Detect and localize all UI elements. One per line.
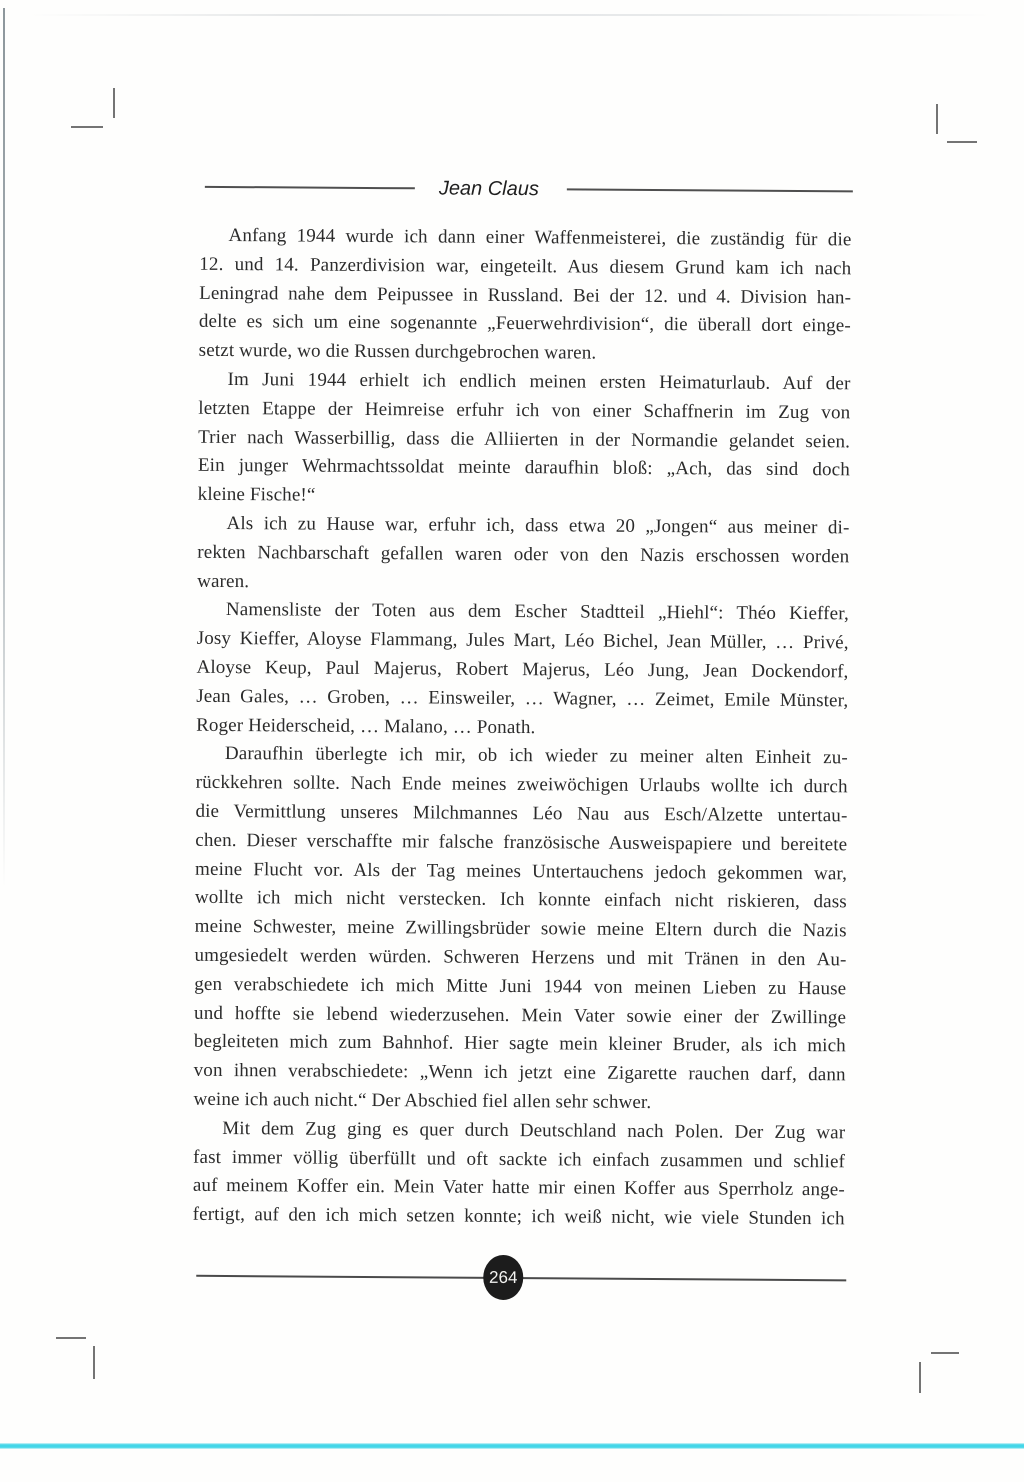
text-line: Trier nach Wasserbillig, dass die Alliierten in der Normandie gelandet seien. bbox=[198, 426, 851, 452]
text-line: letzten Etappe der Heimreise erfuhr ich von einer Schaffnerin im Zug von bbox=[198, 397, 851, 424]
text-line: Aloyse Keup, Paul Majerus, Robert Majerus, Léo Jung, Jean Dockendorf, bbox=[196, 656, 849, 683]
text-line: wollte ich mich nicht verstecken. Ich konnte einfach nicht riskieren, dass bbox=[194, 887, 847, 913]
text-line: Leningrad nahe dem Peipussee in Russland. Bei der 12. und 4. Division han- bbox=[199, 282, 852, 308]
bottom-accent-line bbox=[0, 1443, 1024, 1449]
text-line: Als ich zu Hause war, erfuhr ich, dass etwa 20 „Jongen“ aus meiner di- bbox=[226, 512, 850, 539]
text-line: Namensliste der Toten aus dem Escher Stadtteil „Hiehl“: Théo Kieffer, bbox=[225, 599, 849, 625]
running-header bbox=[205, 174, 853, 205]
text-line: fast immer völlig überfüllt und oft sackte ich einfach zusammen und schlief bbox=[193, 1146, 846, 1172]
text-line: die Vermittlung unseres Milchmannes Léo Nau aus Esch/Alzette untertau- bbox=[195, 800, 848, 827]
text-line: fertigt, auf den ich mich setzen konnte; ich weiß nicht, wie viele Stunden ich bbox=[192, 1203, 845, 1230]
page-header-title: Jean Claus bbox=[438, 176, 539, 200]
text-line: rekten Nachbarschaft gefallen waren oder von den Nazis erschossen worden bbox=[197, 541, 850, 568]
text-line: meine Schwester, meine Zwillingsbrüder sowie meine Eltern durch die Nazis bbox=[194, 915, 847, 942]
text-line: Mit dem Zug ging es quer durch Deutschland nach Polen. Der Zug war bbox=[222, 1117, 846, 1144]
text-line: weine ich auch nicht.“ Der Abschied fiel allen sehr schwer. bbox=[193, 1088, 652, 1113]
body-text bbox=[193, 222, 852, 1234]
text-line: rückkehren sollte. Nach Ende meines zweiwöchigen Urlaubs wollte ich durch bbox=[195, 771, 848, 798]
text-line: und hoffte sie lebend wiederzusehen. Mein Vater sowie einer der Zwillinge bbox=[194, 1002, 847, 1028]
text-line: Ein junger Wehrmachtssoldat meinte daraufhin bloß: „Ach, das sind doch bbox=[197, 455, 850, 481]
text-line: chen. Dieser verschaffte mir falsche französische Ausweispapiere und bereitete bbox=[195, 829, 848, 856]
text-line: Anfang 1944 wurde ich dann einer Waffenmeisterei, die zuständig für die bbox=[228, 225, 852, 251]
text-line: gen verabschiedete ich mich Mitte Juni 1944 von meinen Lieben zu Hause bbox=[194, 973, 847, 1000]
text-line: meine Flucht vor. Als der Tag meines Untertauchens jedoch gekommen war, bbox=[195, 858, 848, 884]
header-rule-right bbox=[567, 188, 853, 192]
text-line: Roger Heiderscheid, … Malano, … Ponath. bbox=[196, 714, 536, 738]
text-line: delte es sich um eine sogenannte „Feuerwehrdivision“, die überall dort einge- bbox=[198, 311, 851, 337]
page-number: 264 bbox=[489, 1267, 518, 1287]
text-line: kleine Fische!“ bbox=[197, 483, 316, 506]
page-number-badge bbox=[483, 1255, 523, 1300]
text-line: Im Juni 1944 erhielt ich endlich meinen ersten Heimaturlaub. Auf der bbox=[227, 368, 851, 395]
text-line: umgesiedelt werden würden. Schweren Herzens und mit Tränen in den Au- bbox=[194, 944, 847, 971]
text-line: auf meinem Koffer ein. Mein Vater hatte mir einen Koffer aus Sperrholz ange- bbox=[192, 1175, 845, 1201]
text-line: Josy Kieffer, Aloyse Flammang, Jules Mart, Léo Bichel, Jean Müller, … Privé, bbox=[196, 627, 849, 654]
text-line: begleiteten mich zum Bahnhof. Hier sagte mein kleiner Bruder, als ich mich bbox=[193, 1031, 846, 1057]
text-line: setzt wurde, wo die Russen durchgebrochen waren. bbox=[198, 339, 597, 364]
text-line: von ihnen verabschiedete: „Wenn ich jetzt eine Zigarette rauchen darf, dann bbox=[193, 1059, 846, 1086]
text-line: waren. bbox=[197, 570, 250, 592]
header-rule-left bbox=[205, 186, 415, 189]
text-line: Jean Gales, … Groben, … Einsweiler, … Wagner, … Zeimet, Emile Münster, bbox=[196, 685, 849, 712]
text-line: 12. und 14. Panzerdivision war, eingeteilt. Aus diesem Grund kam ich nach bbox=[199, 253, 852, 280]
text-line: Daraufhin überlegte ich mir, ob ich wieder zu meiner alten Einheit zu- bbox=[224, 743, 848, 769]
